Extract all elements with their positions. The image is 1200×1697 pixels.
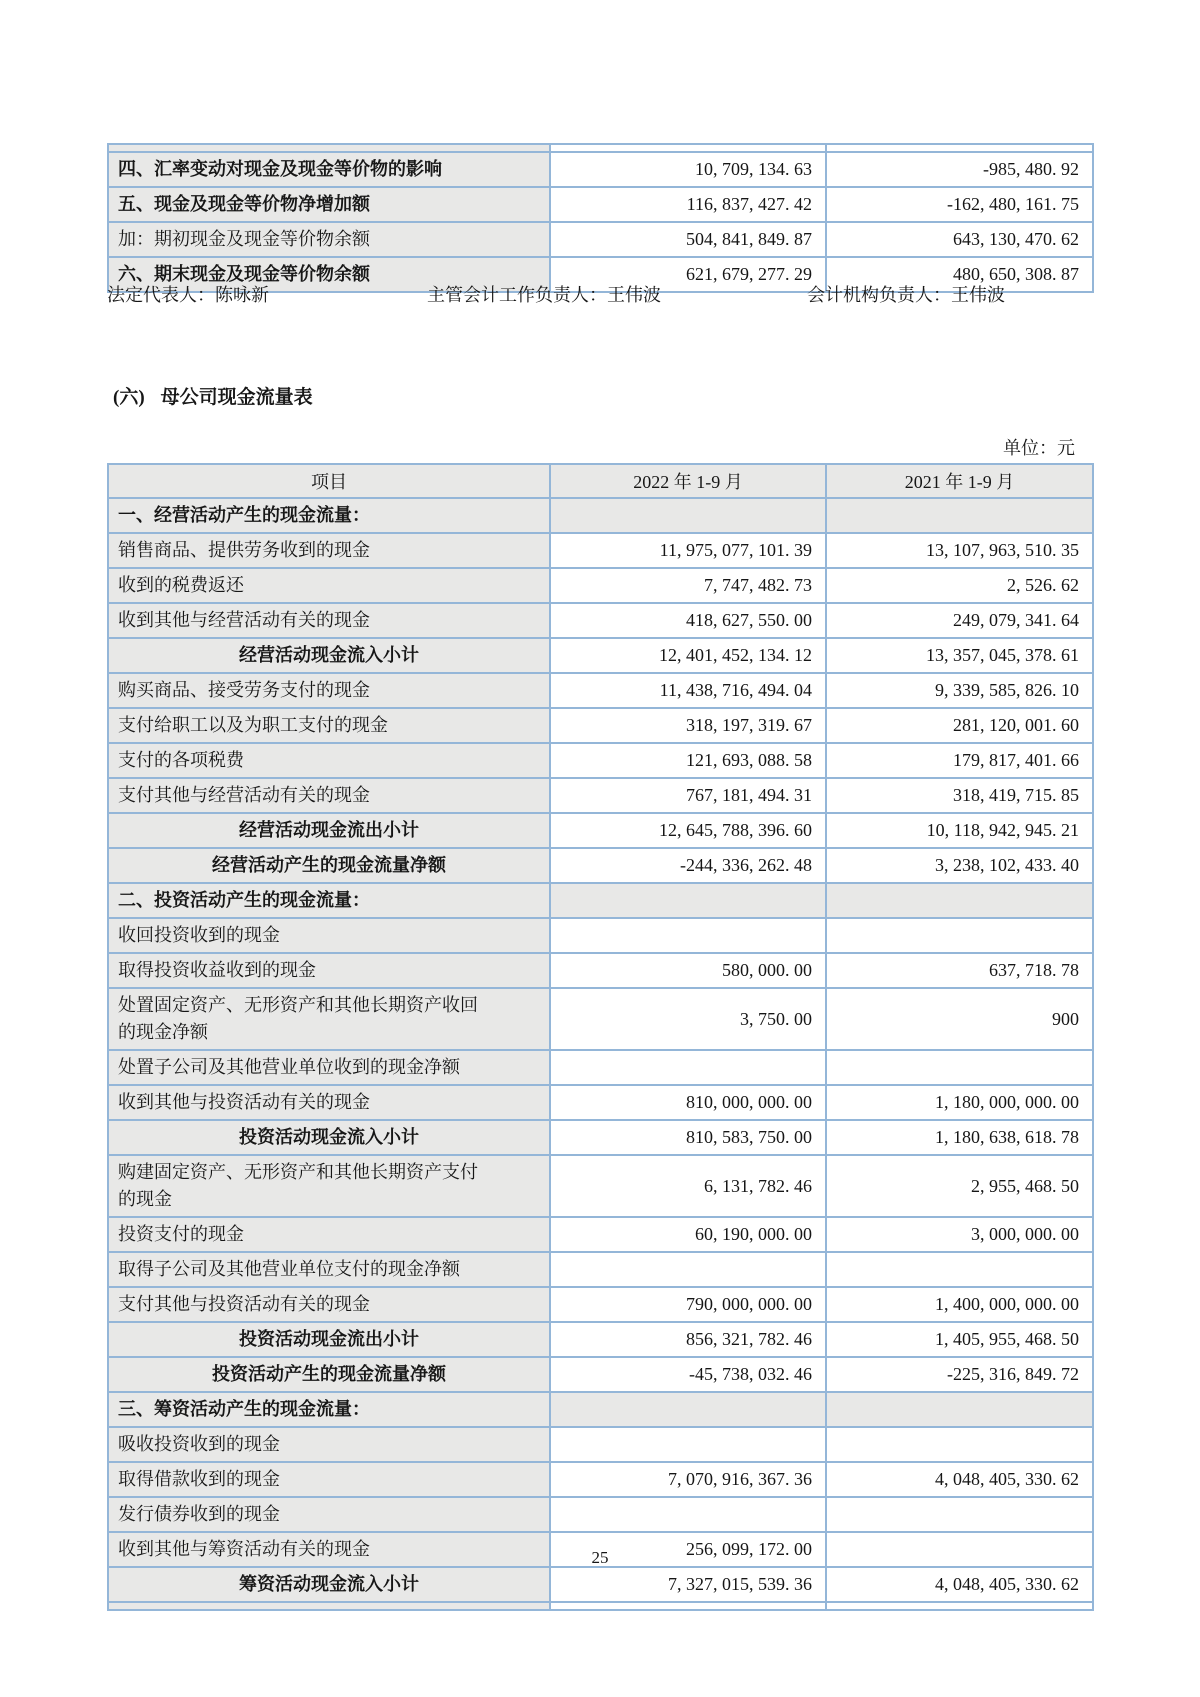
table-row [108,1050,1093,1085]
row-label-cell: 一、经营活动产生的现金流量： [108,498,550,533]
section-heading [113,382,313,409]
value-2021-cell [826,1497,1093,1532]
row-label-cell: 五、现金及现金等价物净增加额 [108,187,550,222]
value-2021-cell: 900 [826,988,1093,1050]
value-2022-cell: 60, 190, 000. 00 [550,1217,826,1252]
row-label-cell: 支付给职工以及为职工支付的现金 [108,708,550,743]
value-2022-cell [550,1252,826,1287]
table-row [108,222,1093,257]
row-label-cell: 购买商品、接受劳务支付的现金 [108,673,550,708]
value-2022-cell: 767, 181, 494. 31 [550,778,826,813]
table-row [108,1120,1093,1155]
value-2022-cell: 504, 841, 849. 87 [550,222,826,257]
table-row [108,918,1093,953]
table-row [108,743,1093,778]
value-2022-cell [550,1497,826,1532]
row-label-cell: 销售商品、提供劳务收到的现金 [108,533,550,568]
table-row [108,498,1093,533]
value-2022-cell: 121, 693, 088. 58 [550,743,826,778]
table-row [108,1217,1093,1252]
row-label-cell: 处置固定资产、无形资产和其他长期资产收回的现金净额 [108,988,550,1050]
row-label-cell [108,1602,550,1610]
row-label-cell: 四、汇率变动对现金及现金等价物的影响 [108,152,550,187]
row-label-cell: 经营活动现金流出小计 [108,813,550,848]
value-2022-cell: 11, 975, 077, 101. 39 [550,533,826,568]
table-row [108,1085,1093,1120]
value-2021-cell [826,918,1093,953]
table-row [108,813,1093,848]
table-row [108,187,1093,222]
value-2021-cell: 1, 180, 000, 000. 00 [826,1085,1093,1120]
table-row [108,1392,1093,1427]
row-label-cell: 吸收投资收到的现金 [108,1427,550,1462]
value-2022-cell: 12, 401, 452, 134. 12 [550,638,826,673]
value-2022-cell: 790, 000, 000. 00 [550,1287,826,1322]
table-row [108,533,1093,568]
table-row [108,1357,1093,1392]
row-label-cell: 收到的税费返还 [108,568,550,603]
value-2021-cell [826,1252,1093,1287]
value-2022-cell: 10, 709, 134. 63 [550,152,826,187]
signature-line [107,281,1092,305]
column-header-2022: 2022 年 1-9 月 [550,464,826,498]
value-2021-cell: 9, 339, 585, 826. 10 [826,673,1093,708]
table-row [108,848,1093,883]
page-number: 25 [591,1548,609,1567]
value-2021-cell: 1, 405, 955, 468. 50 [826,1322,1093,1357]
table-row [108,1287,1093,1322]
accounting-department-head: 会计机构负责人：王伟波 [807,285,1005,305]
value-2021-cell: 281, 120, 001. 60 [826,708,1093,743]
table-row [108,708,1093,743]
row-label-cell: 收回投资收到的现金 [108,918,550,953]
value-2022-cell: 621, 679, 277. 29 [550,257,826,292]
value-2021-cell: 1, 400, 000, 000. 00 [826,1287,1093,1322]
table-row [108,1322,1093,1357]
value-2021-cell: 179, 817, 401. 66 [826,743,1093,778]
value-2021-cell [826,1427,1093,1462]
value-2022-cell: 12, 645, 788, 396. 60 [550,813,826,848]
value-2022-cell [550,1427,826,1462]
value-2021-cell: 10, 118, 942, 945. 21 [826,813,1093,848]
chief-accounting-officer: 主管会计工作负责人：王伟波 [427,285,661,305]
value-2021-cell: 13, 357, 045, 378. 61 [826,638,1093,673]
value-2022-cell: 318, 197, 319. 67 [550,708,826,743]
row-label-cell: 投资支付的现金 [108,1217,550,1252]
value-2022-cell: 256, 099, 172. 00 [550,1532,826,1567]
table-row [108,1427,1093,1462]
value-2022-cell: 7, 070, 916, 367. 36 [550,1462,826,1497]
legal-representative: 法定代表人：陈咏新 [107,285,269,305]
value-2022-cell [550,1392,826,1427]
value-2022-cell [550,883,826,918]
row-label-cell: 取得借款收到的现金 [108,1462,550,1497]
row-label-cell: 收到其他与经营活动有关的现金 [108,603,550,638]
row-label-cell: 经营活动现金流入小计 [108,638,550,673]
row-label-cell: 二、投资活动产生的现金流量： [108,883,550,918]
value-2022-cell: 6, 131, 782. 46 [550,1155,826,1217]
value-2021-cell: -162, 480, 161. 75 [826,187,1093,222]
value-2021-cell: 637, 718. 78 [826,953,1093,988]
table-row [108,603,1093,638]
value-2021-cell [826,883,1093,918]
row-label-cell: 购建固定资产、无形资产和其他长期资产支付的现金 [108,1155,550,1217]
row-label-cell: 投资活动现金流出小计 [108,1322,550,1357]
value-2022-cell [550,498,826,533]
value-2021-cell: 13, 107, 963, 510. 35 [826,533,1093,568]
value-2021-cell [826,498,1093,533]
value-2022-cell [550,1050,826,1085]
table-row [108,152,1093,187]
value-2022-cell: 810, 000, 000. 00 [550,1085,826,1120]
column-header-2021: 2021 年 1-9 月 [826,464,1093,498]
value-2022-cell: 116, 837, 427. 42 [550,187,826,222]
value-2021-cell [826,1050,1093,1085]
value-2021-cell: -985, 480. 92 [826,152,1093,187]
row-label-cell: 经营活动产生的现金流量净额 [108,848,550,883]
row-label-cell: 收到其他与筹资活动有关的现金 [108,1532,550,1567]
table-row [108,883,1093,918]
row-label-cell: 收到其他与投资活动有关的现金 [108,1085,550,1120]
column-header-item: 项目 [108,464,550,498]
cutoff-row-sliver [108,144,1093,152]
value-2021-cell [826,1602,1093,1610]
row-label-cell: 三、筹资活动产生的现金流量： [108,1392,550,1427]
value-2021-cell: 2, 526. 62 [826,568,1093,603]
table-row [108,778,1093,813]
value-2021-cell: 643, 130, 470. 62 [826,222,1093,257]
value-2022-cell: 856, 321, 782. 46 [550,1322,826,1357]
value-2022-cell: -244, 336, 262. 48 [550,848,826,883]
value-2021-cell: 318, 419, 715. 85 [826,778,1093,813]
value-2022-cell: 11, 438, 716, 494. 04 [550,673,826,708]
value-2022-cell: -45, 738, 032. 46 [550,1357,826,1392]
table-row [108,1155,1093,1217]
row-label-cell: 取得投资收益收到的现金 [108,953,550,988]
row-label-cell: 处置子公司及其他营业单位收到的现金净额 [108,1050,550,1085]
table-row [108,638,1093,673]
value-2021-cell: 480, 650, 308. 87 [826,257,1093,292]
value-2021-cell: -225, 316, 849. 72 [826,1357,1093,1392]
row-label-cell: 筹资活动现金流入小计 [108,1567,550,1602]
section-title: 母公司现金流量表 [160,387,313,408]
table-row [108,988,1093,1050]
section-index: (六) [113,387,145,408]
value-2022-cell [550,1602,826,1610]
value-2022-cell: 580, 000. 00 [550,953,826,988]
table-row [108,1462,1093,1497]
row-label-cell: 六、期末现金及现金等价物余额 [108,257,550,292]
row-label-cell: 发行债券收到的现金 [108,1497,550,1532]
value-2021-cell: 1, 180, 638, 618. 78 [826,1120,1093,1155]
row-label-cell: 支付的各项税费 [108,743,550,778]
value-2022-cell: 418, 627, 550. 00 [550,603,826,638]
value-2021-cell: 3, 000, 000. 00 [826,1217,1093,1252]
row-label-cell: 投资活动现金流入小计 [108,1120,550,1155]
value-2021-cell [826,1392,1093,1427]
unit-label: 单位：元 [1003,438,1075,458]
value-2022-cell: 3, 750. 00 [550,988,826,1050]
table-row [108,1497,1093,1532]
value-2022-cell: 7, 747, 482. 73 [550,568,826,603]
value-2021-cell: 3, 238, 102, 433. 40 [826,848,1093,883]
table-row [108,568,1093,603]
table-row [108,1252,1093,1287]
row-label-cell: 支付其他与投资活动有关的现金 [108,1287,550,1322]
row-label-cell: 取得子公司及其他营业单位支付的现金净额 [108,1252,550,1287]
value-2021-cell: 4, 048, 405, 330. 62 [826,1462,1093,1497]
value-2021-cell: 2, 955, 468. 50 [826,1155,1093,1217]
value-2021-cell: 249, 079, 341. 64 [826,603,1093,638]
cashflow-summary-table [107,143,1094,293]
parent-company-cashflow-table [107,463,1094,1611]
value-2021-cell: 4, 048, 405, 330. 62 [826,1567,1093,1602]
value-2022-cell [550,918,826,953]
value-2022-cell: 810, 583, 750. 00 [550,1120,826,1155]
row-label-cell: 投资活动产生的现金流量净额 [108,1357,550,1392]
cutoff-row-sliver [108,1602,1093,1610]
table-row [108,1567,1093,1602]
table-row [108,953,1093,988]
table-header-row [108,464,1093,498]
row-label-cell: 加：期初现金及现金等价物余额 [108,222,550,257]
table-row [108,673,1093,708]
value-2022-cell: 7, 327, 015, 539. 36 [550,1567,826,1602]
row-label-cell: 支付其他与经营活动有关的现金 [108,778,550,813]
